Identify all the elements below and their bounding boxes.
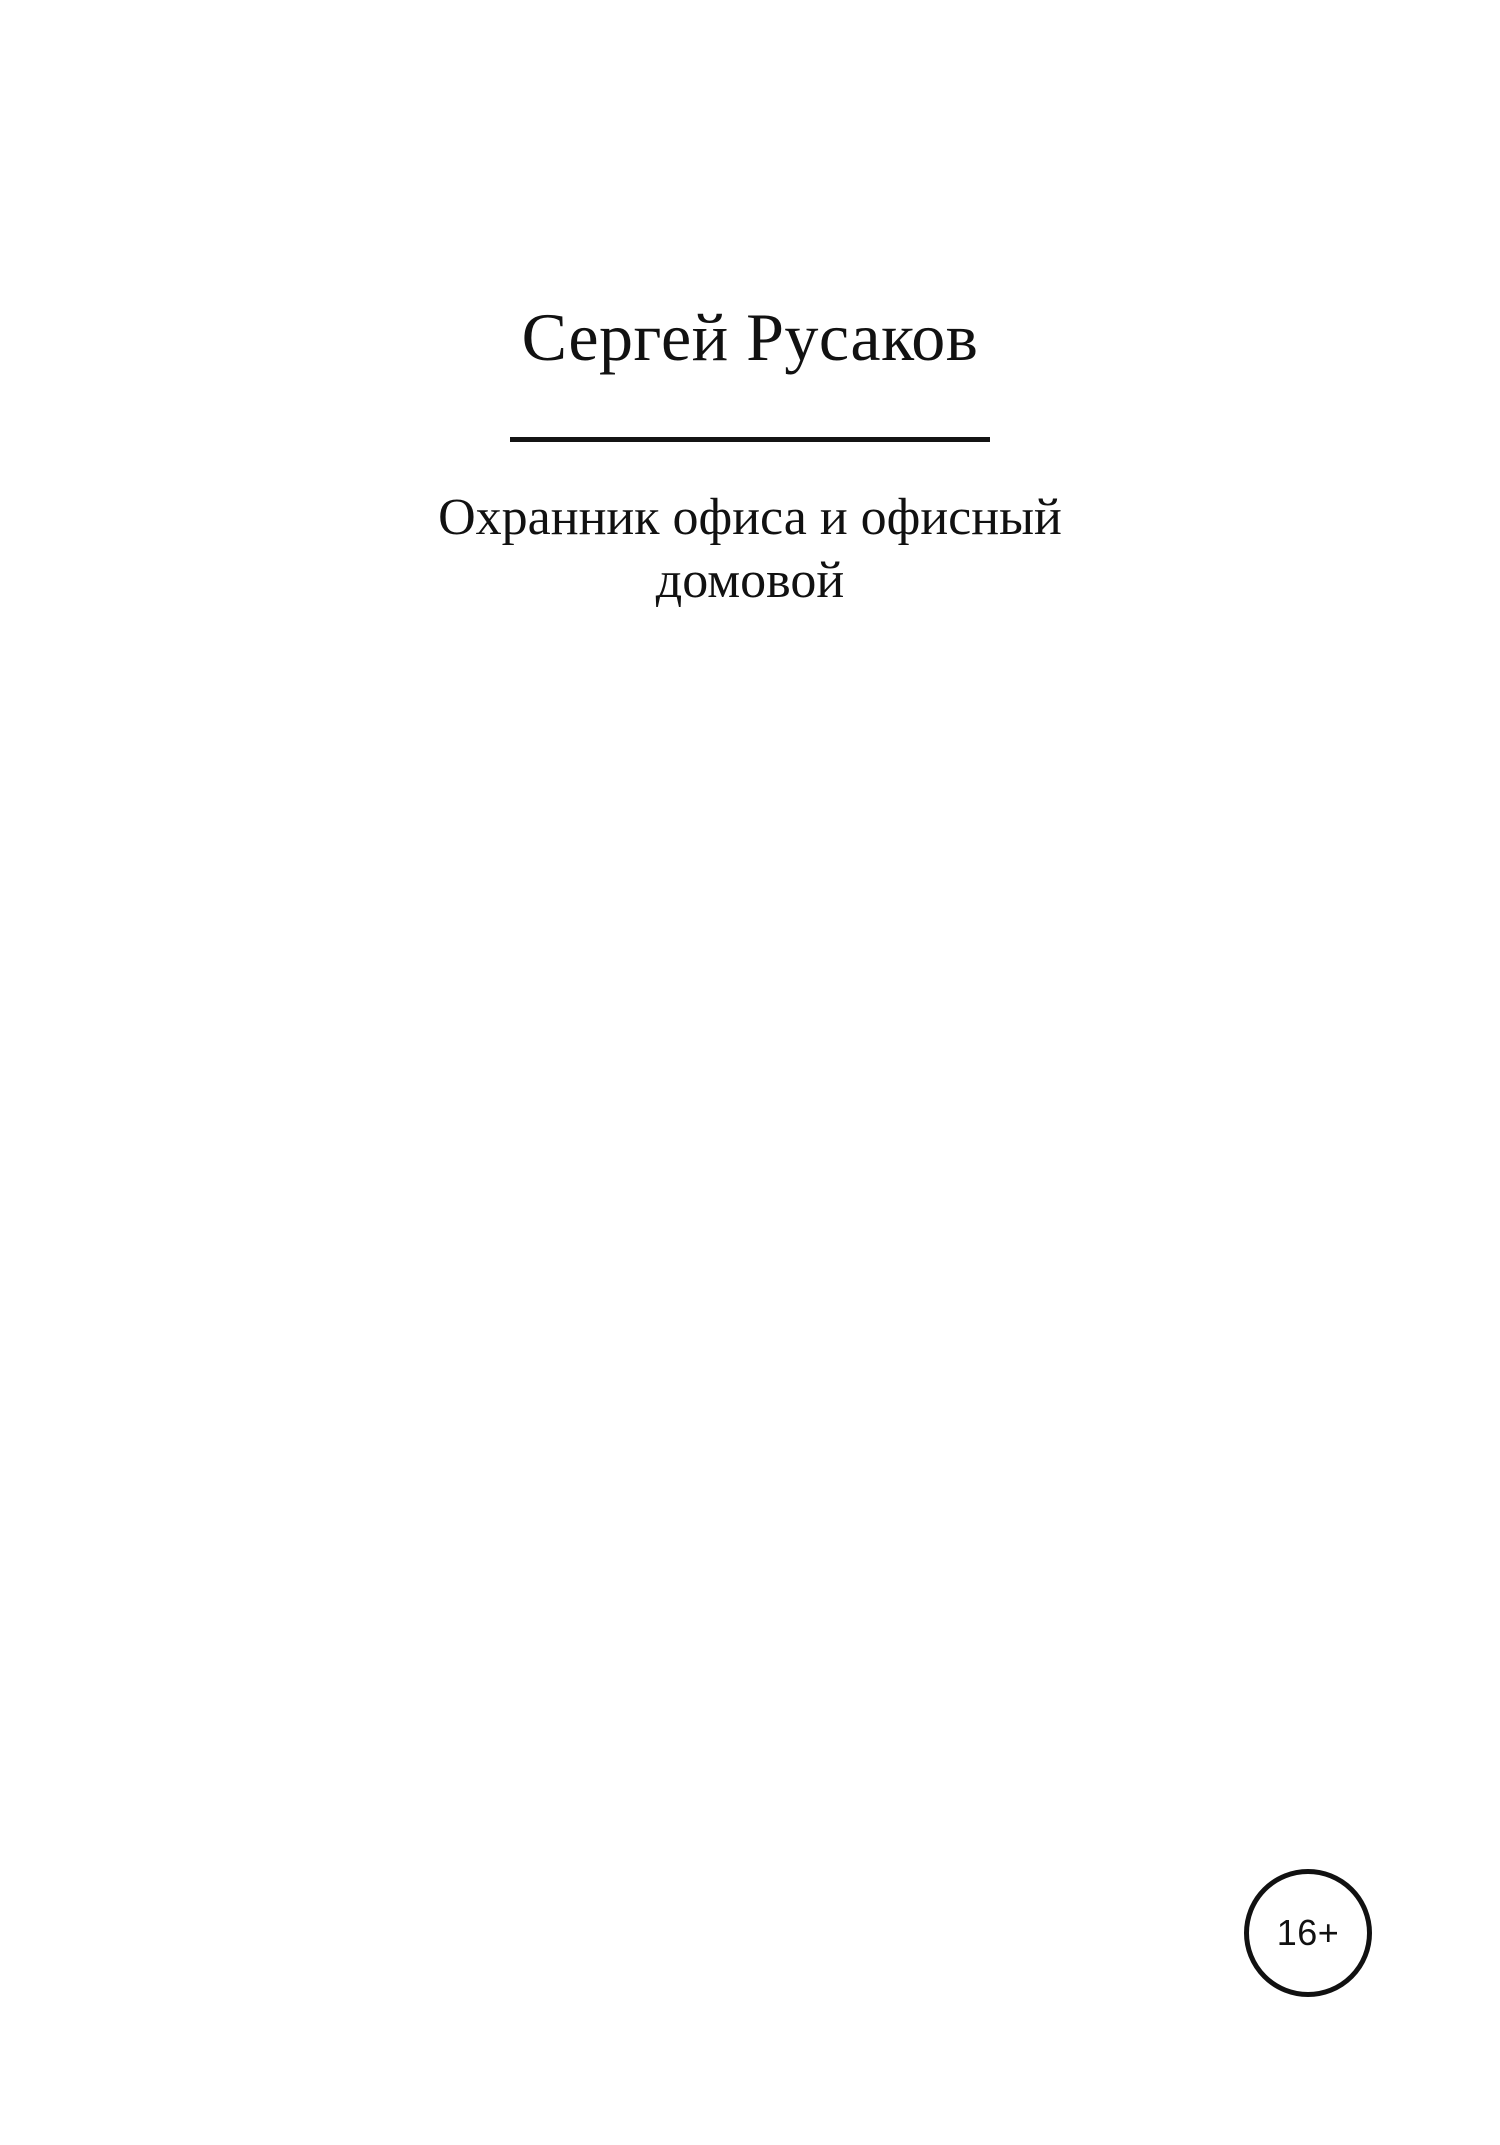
title-block [0,300,1500,613]
age-rating-badge [1244,1869,1372,1997]
age-rating-label: 16+ [1276,1912,1340,1953]
author-name: Сергей Русаков [521,299,979,375]
divider-rule-wrapper [0,437,1500,442]
divider-rule [510,437,990,442]
book-title: Охранник офиса и офисный домовой [438,488,1062,610]
